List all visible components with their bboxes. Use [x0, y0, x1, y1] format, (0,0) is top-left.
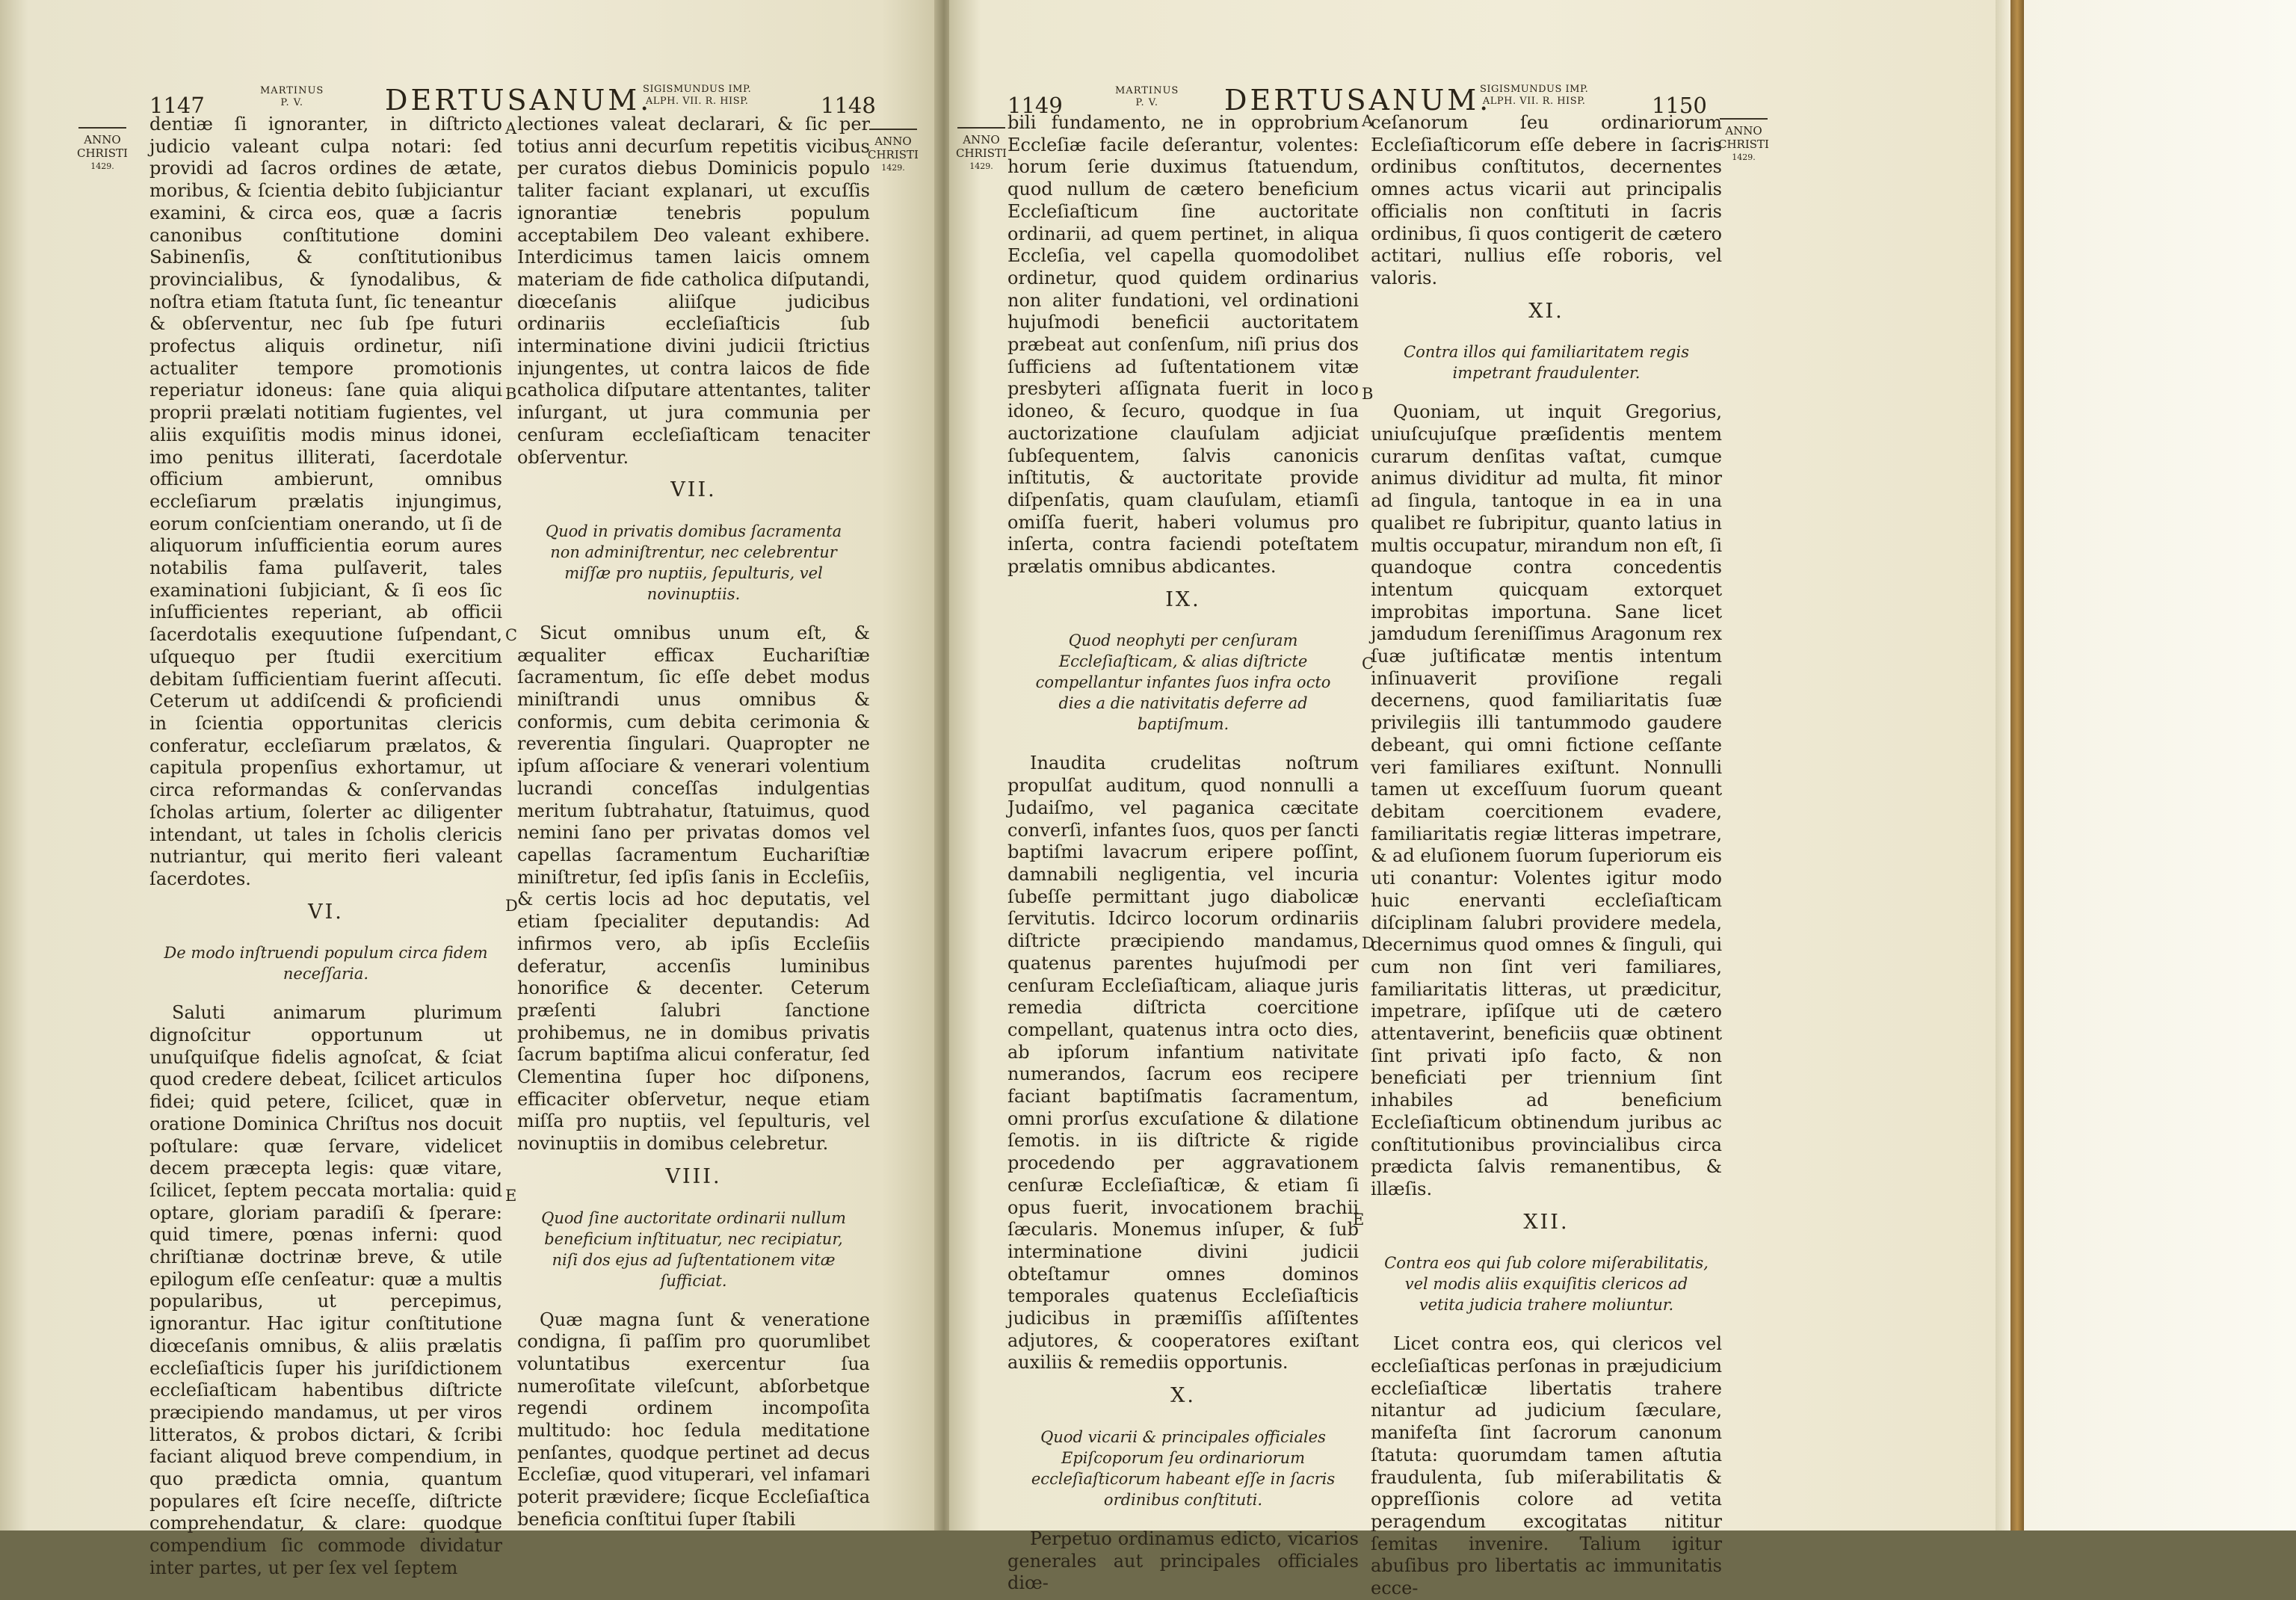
- emperor-name: SIGISMUNDUS IMP. ALPH. VII. R. HISP.: [1480, 84, 1589, 107]
- section-number: X.: [1170, 1384, 1196, 1408]
- body-paragraph: Quoniam, ut inquit Gregorius, uniuſcujuſque præſidentis mentem curarum denſitas vaſtat, cumque animus dividitur ad multa, fit minor ad ſingula, tantoque in ea in una qualibet re ſubripitur, quanto latius in multis occupatur, mirandum non eſt, ſi quandoque contra concedentis intentum quicquam extorquet improbitas importuna. Sane licet jamdudum ſereniſſimus Aragonum rex ſuæ juſtificatæ mentis intentum inſinuaverit proviſione regali decernens, quod familiaritatis ſuæ privilegiis illi tantummodo gaudere debeant, qui omni fictione ceſſante veri familiares exiſtunt. Nonnulli tamen ut exceſſuum ſuorum queant debitam coercitionem evadere, familiaritatis regiæ litteras impetrare, & ad eluſionem ſuorum ſuperiorum eis uti conantur: Volentes igitur modo huic enervanti eccleſiaſticam diſciplinam ſalubri providere medela, decernimus quod omnes & ſinguli, qui cum non ſint veri familiares, familiaritatis litteras, ut prædicitur, impetrare, ipſiſque uti de cætero attentaverint, beneficiis quæ obtinent ſint privati ipſo facto, & non beneficiati per triennium ſint inhabiles ad beneficium Eccleſiaſticum obtinendum juribus ac conſtitutionibus provincialibus circa prædicta ſalvis remanentibus, & illæſis.: [1371, 401, 1722, 1199]
- body-paragraph: lectiones valeat declarari, & ſic per totius anni decurſum repetitis vicibus per curatos diebus Dominicis populo taliter faciant explanari, ut excuſſis ignorantiæ tenebris populum acceptabilem Deo valeant exhibere. Interdicimus tamen laicis omnem materiam de fide catholica diſputandi, diœceſanis aliiſque judicibus ordinariis eccleſiaſticis ſub interminatione divini judicii ſtrictius injungentes, ut contra laicos de fide catholica diſputare attentantes, taliter inſurgant, ut jura communia per cenſuram eccleſiaſticam tenaciter obſerventur.: [517, 114, 870, 468]
- body-paragraph: Sicut omnibus unum eſt, & æqualiter efficax Euchariſtiæ ſacramentum, ſic eſſe debet modus miniſtrandi unus omnibus & conformis, cum debita cerimonia & reverentia ſingulari. Quapropter ne ipſum aſſociare & venerari volentium lucrandi conceſſas indulgentias meritum ſubtrahatur, ſtatuimus, quod nemini ſano per privatas domos vel capellas ſacramentum Euchariſtiæ miniſtretur, ſed ipſis ſanis in Eccleſiis, & certis locis ad hoc deputatis, vel etiam ſpecialiter deputandis: Ad infirmos vero, ab ipſis Eccleſiis deferatur, accenſis luminibus honorifice & decenter. Ceterum præſenti ſalubri ſanctione prohibemus, ne in domibus privatis ſacrum baptiſma alicui conferatur, ſed Clementina ſuper hoc diſponens, efficaciter obſervetur, neque etiam miſſa pro nuptiis, vel ſepulturis, vel novinuptiis in domibus celebretur.: [517, 622, 870, 1155]
- body-paragraph: Licet contra eos, qui clericos vel eccleſiaſticas perſonas in præjudicium eccleſiaſticæ libertatis trahere nitantur ad judicium ſæculare, manifeſta ſint ſacrorum canonum ſtatuta: quorumdam tamen aſtutia fraudulenta, ſub miſerabilitatis & oppreſſionis colore ad vetita peragendum excogitatas nititur ſemitas invenire. Talium igitur abuſibus pro libertatis ac immunitatis ecce-: [1371, 1333, 1722, 1599]
- text-column: [1371, 112, 1722, 1600]
- section-rubric: De modo inſtruendi populum circa fidem neceſſaria.: [164, 944, 488, 983]
- section-number: VII.: [670, 478, 717, 502]
- margin-note-year: ANNO CHRISTI 1429.: [1718, 118, 1770, 164]
- section-number: XI.: [1528, 299, 1564, 323]
- section-number: VI.: [308, 900, 344, 924]
- section-marker: D: [505, 897, 518, 915]
- running-title: DERTUSANUM.: [1224, 84, 1492, 117]
- section-rubric: Contra illos qui familiaritatem regis impetrant fraudulenter.: [1404, 343, 1689, 383]
- section-rubric: Quod in privatis domibus ſacramenta non adminiſtrentur, nec celebrentur miſſæ pro nuptiis, ſepulturis, vel novinuptiis.: [545, 522, 842, 603]
- section-marker: A: [505, 120, 517, 138]
- cover-board: [2024, 0, 2296, 1530]
- body-paragraph: Saluti animarum plurimum dignoſcitur opportunum ut unuſquiſque fidelis agnoſcat, & ſciat quod credere debeat, ſcilicet articulos fidei; quid petere, ſcilicet, quæ in oratione Dominica Chriſtus nos docuit poſtulare: quæ ſervare, videlicet decem præcepta legis: quæ vitare, ſcilicet, ſeptem peccata mortalia: quid optare, gloriam paradiſi & ſperare: quid timere, pœnas inferni: quod chriſtianæ doctrinæ breve, & utile epilogum eſſe cenſeatur: quæ a multis popularibus, ut percepimus, ignorantur. Hac igitur conſtitutione diœceſanis omnibus, & aliis prælatis eccleſiaſticis ſuper his juriſdictionem eccleſiaſticam habentibus diſtricte præcipiendo mandamus, ut per viros litteratos, & probos dictari, & ſcribi faciant aliquod breve compendium, in quo prædicta omnia, quantum populares eſt ſcire neceſſe, diſtricte comprehendatur, & clare: quodque compendium ſic commode dividatur inter partes, ut per ſex vel ſeptem: [149, 1002, 502, 1578]
- body-paragraph: Quæ magna ſunt & veneratione condigna, ſi paſſim pro quorumlibet voluntatibus exercentur ſua numeroſitate vileſcunt, abſorbetque regendi ordinem incompoſita multitudo: hoc ſedula meditatione penſantes, quodque pertinet ad decus Eccleſiæ, quod vituperari, vel infamari poterit prævidere; ſicque Eccleſiaſtica beneficia conſtitui ſuper ſtabili: [517, 1309, 870, 1530]
- section-marker: C: [505, 626, 518, 644]
- page-number: 1150: [1652, 93, 1707, 118]
- margin-note-year: ANNO CHRISTI 1429.: [867, 129, 919, 175]
- body-paragraph: dentiæ ſi ignoranter, in diſtricto judicio valeant culpa notari: ſed providi ad ſacros ordines de ætate, moribus, & ſcientia debito ſubjiciantur examini, & circa eos, quæ a ſacris canonibus conſtitutione domini Sabinenſis, & conſtitutionibus provincialibus, & ſynodalibus, & noſtra etiam ſtatuta ſunt, ſic teneantur & obſerventur, nec ſub ſpe futuri profectus aliquis ordinetur, niſi actualiter tempore promotionis reperiatur idoneus: ſane quia aliqui proprii prælati notitiam fugientes, vel aliis exquiſitis modis minus idonei, imo penitus illiterati, ſacerdotale officium ambierunt, omnibus eccleſiarum prælatis injungimus, eorum conſcientiam onerando, ut ſi de aliquorum inſufficientia eorum aures notabilis fama pulſaverit, tales examinationi ſubjiciant, & ſi eos ſic inſufficientes reperiant, ab officii ſacerdotalis exequutione ſuſpendant, uſquequo per ſtudii exercitium debitam ſufficientiam fuerint aſſecuti. Ceterum ut addiſcendi & proficiendi in ſcientia opportunitas clericis conferatur, eccleſiarum prælatos, & capitula propenſius exhortamur, ut circa reformandas & conſervandas ſcholas artium, ſolerter ac diligenter intendant, ut tales in ſcholis clericis nutriantur, qui merito fieri valeant ſacerdotes.: [149, 114, 502, 889]
- pope-name: MARTINUS P. V.: [1115, 85, 1179, 108]
- body-paragraph: Perpetuo ordinamus edicto, vicarios generales aut principales officiales diœ-: [1007, 1528, 1359, 1594]
- emperor-name: SIGISMUNDUS IMP. ALPH. VII. R. HISP.: [643, 84, 752, 107]
- text-column: [149, 114, 502, 1580]
- running-title: DERTUSANUM.: [385, 84, 652, 117]
- section-marker: E: [505, 1187, 517, 1205]
- section-marker: B: [1362, 385, 1374, 403]
- section-rubric: Quod neophyti per cenſuram Eccleſiaſticam, & alias diſtricte compellantur infantes ſuos infra octo dies a die nativitatis deferre ad baptiſmum.: [1035, 631, 1331, 734]
- section-marker: B: [505, 385, 517, 403]
- section-marker: D: [1362, 934, 1374, 952]
- section-number: IX.: [1165, 587, 1201, 611]
- section-marker: E: [1353, 1211, 1365, 1229]
- left-page: [0, 0, 938, 1578]
- pope-name: MARTINUS P. V.: [260, 85, 324, 108]
- section-rubric: Quod vicarii & principales officiales Epiſcoporum ſeu ordinariorum eccleſiaſticorum habeant eſſe in ſacris ordinibus conſtituti.: [1031, 1427, 1336, 1509]
- margin-note-year: ANNO CHRISTI 1429.: [76, 127, 129, 173]
- margin-note-year: ANNO CHRISTI 1429.: [955, 127, 1007, 173]
- section-rubric: Quod ſine auctoritate ordinarii nullum beneficium inſtituatur, nec recipiatur, niſi dos ejus ad ſuſtentationem vitæ ſufficiat.: [541, 1208, 846, 1290]
- body-paragraph: Inaudita crudelitas noſtrum propulſat auditum, quod nonnulli a Judaiſmo, vel paganica cæcitate converſi, infantes ſuos, quos per ſancti baptiſmi lavacrum eripere poſſint, damnabili negligentia, vel incuria ſubeſſe permittant jugo diabolicæ ſervitutis. Idcirco locorum ordinariis diſtricte præcipiendo mandamus, quatenus parentes hujuſmodi per cenſuram Eccleſiaſticam, aliaque juris remedia diſtricta coercitione compellant, quatenus intra octo dies, ab ipſorum infantium nativitate numerandos, ſacrum eos recipere faciant baptiſmatis ſacramentum, omni prorſus excuſatione & dilatione ſemotis. in iis diſtricte & rigide procedendo per aggravationem cenſuræ Eccleſiaſticæ, & etiam ſi opus fuerit, invocationem brachii ſæcularis. Monemus inſuper, & ſub interminatione divini judicii obteſtamur omnes dominos temporales quatenus Eccleſiaſticis judicibus in præmiſſis aſſiſtentes adjutores, & cooperatores exiſtant auxiliis & remediis opportunis.: [1007, 753, 1359, 1374]
- section-number: XII.: [1523, 1210, 1570, 1234]
- body-paragraph: ceſanorum ſeu ordinariorum Eccleſiaſticorum eſſe debere in ſacris ordinibus conſtitutos, decernentes omnes actus vicarii aut principalis officialis non conſtituti in ſacris ordinibus, ſi quos contigerit de cætero actitari, nullius eſſe roboris, vel valoris.: [1371, 112, 1722, 288]
- body-paragraph: bili fundamento, ne in opprobrium Eccleſiæ facile deſerantur, volentes: horum ſerie duximus ſtatuendum, quod nullum de cætero beneficium Eccleſiaſticum ſine auctoritate ordinarii, ad quem pertinet, in aliqua Eccleſia, vel capella quomodolibet ordinetur, quod quidem ordinarius non aliter fundationi, vel ordinationi hujuſmodi beneficii auctoritatem præbeat aut conſenſum, niſi prius dos ſufficiens ad ſuſtentationem vitæ presbyteri aſſignata fuerit in loco idoneo, & ſecuro, quodque in ſua auctorizatione clauſulam adjiciat ſubſequentem, ſalvis canonicis inſtitutis, & auctoritate provide diſpenſatis, quam clauſulam, etiamſi omiſſa fuerit, haberi volumus pro inſerta, contra faciendi poteſtatem prælatis omnibus abdicantes.: [1007, 112, 1359, 578]
- page-edge: [1996, 0, 2010, 1530]
- section-number: VIII.: [665, 1164, 722, 1188]
- text-column: [1007, 112, 1359, 1595]
- section-marker: A: [1362, 112, 1374, 130]
- section-rubric: Contra eos qui ſub colore miſerabilitatis, vel modis aliis exquiſitis clericos ad vetita judicia trahere moliuntur.: [1384, 1254, 1709, 1315]
- book-spine: [2010, 0, 2024, 1530]
- text-column: [517, 114, 870, 1531]
- page-number: 1147: [149, 93, 205, 118]
- right-page: [949, 0, 1996, 1599]
- page-number: 1148: [821, 93, 876, 118]
- page-number: 1149: [1007, 93, 1063, 118]
- section-marker: C: [1362, 655, 1374, 673]
